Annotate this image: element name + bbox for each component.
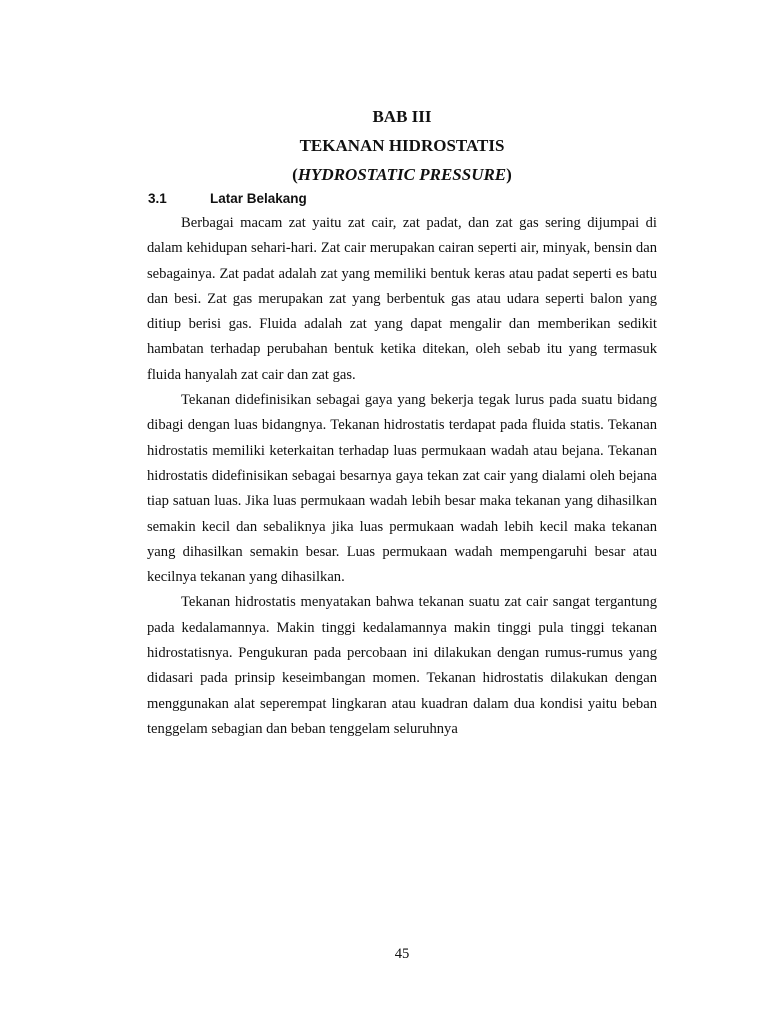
section-title: Latar Belakang [210,191,307,206]
chapter-title: TEKANAN HIDROSTATIS [299,136,505,155]
subtitle-close-paren: ) [506,165,512,184]
paragraph-3: Tekanan hidrostatis menyatakan bahwa tekanan suatu zat cair sangat tergantung pada kedalamannya. Makin tinggi kedalamannya makin tinggi pula tinggi tekanan hidrostatisnya. Pengukuran pada percobaan ini dilakukan dengan rumus-rumus yang didasari pada prinsip keseimbangan momen. Tekanan hidrostatis dilakukan dengan menggunakan alat seperempat lingkaran atau kuadran dalam dua kondisi yaitu beban tenggelam sebagian dan beban tenggelam seluruhnya [147,594,657,737]
chapter-heading [0,102,768,190]
section-heading [148,189,307,209]
chapter-subtitle [0,160,768,190]
page-number: 45 [394,946,410,962]
body-text [147,211,657,742]
section-number: 3.1 [148,191,167,206]
subtitle-english: HYDROSTATIC PRESSURE [297,165,507,184]
paragraph-1: Berbagai macam zat yaitu zat cair, zat padat, dan zat gas sering dijumpai di dalam kehidupan sehari-hari. Zat cair merupakan cairan seperti air, minyak, bensin dan sebagainya. Zat padat adalah zat yang memiliki bentuk keras atau padat seperti es batu dan besi. Zat gas merupakan zat yang berbentuk gas atau udara seperti balon yang ditiup berisi gas. Fluida adalah zat yang dapat mengalir dan memberikan sedikit hambatan terhadap perubahan bentuk ketika ditekan, oleh sebab itu yang termasuk fluida hanyalah zat cair dan zat gas. [147,215,657,383]
chapter-label: BAB III [372,107,432,126]
paragraph-2: Tekanan didefinisikan sebagai gaya yang bekerja tegak lurus pada suatu bidang dibagi dengan luas bidangnya. Tekanan hidrostatis terdapat pada fluida statis. Tekanan hidrostatis memiliki keterkaitan terhadap luas permukaan wadah atau bejana. Tekanan hidrostatis didefinisikan sebagai besarnya gaya tekan zat cair yang dialami oleh bejana tiap satuan luas. Jika luas permukaan wadah lebih besar maka tekanan yang dihasilkan semakin kecil dan sebaliknya jika luas permukaan wadah lebih kecil maka tekanan yang dihasilkan semakin besar. Luas permukaan wadah mempengaruhi besar atau kecilnya tekanan yang dihasilkan. [147,392,657,586]
subtitle-open-paren: ( [292,165,298,184]
